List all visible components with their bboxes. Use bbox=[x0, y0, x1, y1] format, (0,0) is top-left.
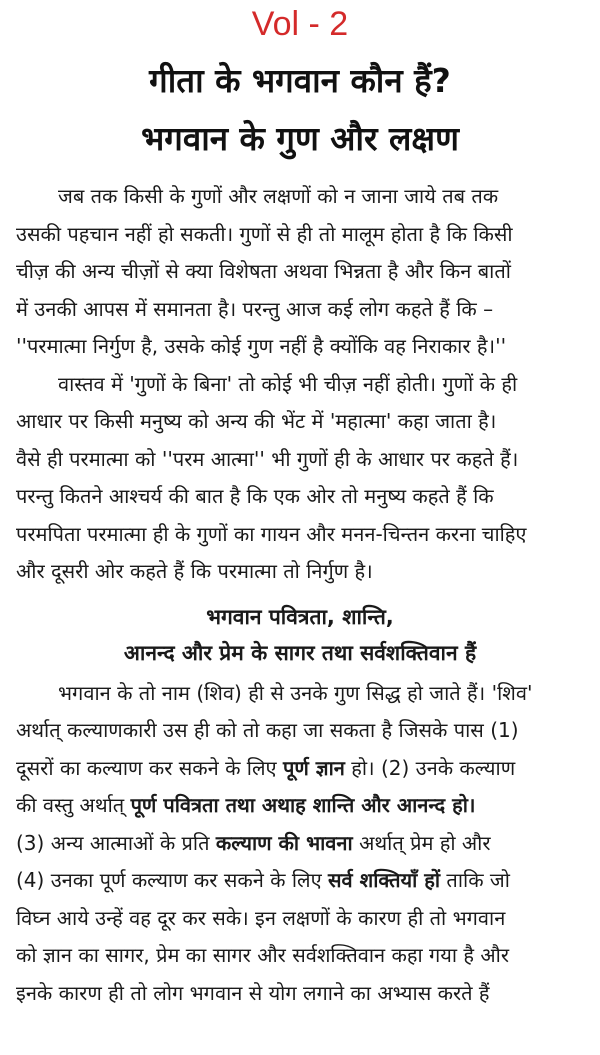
text-line: वैसे ही परमात्मा को ''परम आत्मा'' भी गुणों ही के आधार पर कहते हैं। bbox=[16, 446, 519, 471]
emphasis-text: कल्याण की भावना bbox=[215, 830, 353, 855]
text-line: इनके कारण ही तो लोग भगवान से योग लगाने का अभ्यास करते हैं bbox=[16, 980, 490, 1005]
text-line: और दूसरी ओर कहते हैं कि परमात्मा तो निर्गुण है। bbox=[16, 559, 373, 583]
text-line: को ज्ञान का सागर, प्रेम का सागर और सर्वशक्तिवान कहा गया है और bbox=[16, 943, 510, 967]
page bbox=[0, 4, 600, 1055]
text-line: वास्तव में 'गुणों के बिना' तो कोई भी चीज़ नहीं होती। गुणों के ही bbox=[58, 371, 518, 396]
text-line: परमपिता परमात्मा ही के गुणों का गायन और मनन-चिन्तन करना चाहिए bbox=[16, 521, 527, 546]
text-run: हो। (2) उनके कल्याण bbox=[344, 755, 516, 780]
text-line: उसकी पहचान नहीं हो सकती। गुणों से ही तो मालूम होता है कि किसी bbox=[16, 221, 513, 246]
text-line: चीज़ की अन्य चीज़ों से क्या विशेषता अथवा भिन्नता है और किन बातों bbox=[16, 259, 511, 283]
text-line: परन्तु कितने आश्चर्य की बात है कि एक ओर तो मनुष्य कहते हैं कि bbox=[16, 484, 494, 508]
text-run: (3) अन्य आत्माओं के प्रति bbox=[16, 830, 216, 855]
text-line: जब तक किसी के गुणों और लक्षणों को न जाना जाये तब तक bbox=[58, 184, 499, 208]
text-run: ताकि जो bbox=[440, 868, 510, 892]
text-line bbox=[16, 862, 584, 900]
text-line: में उनकी आपस में समानता है। परन्तु आज कई लोग कहते हैं कि – bbox=[16, 296, 494, 321]
page-subtitle: भगवान के गुण और लक्षण bbox=[141, 119, 459, 158]
text-line bbox=[16, 750, 584, 788]
paragraph-shiva bbox=[16, 675, 584, 1013]
text-line: भगवान के तो नाम (शिव) ही से उनके गुण सिद्ध हो जाते हैं। 'शिव' bbox=[58, 680, 533, 705]
text-line: विघ्न आये उन्हें वह दूर कर सके। इन लक्षणों के कारण ही तो भगवान bbox=[16, 905, 506, 930]
text-run: अर्थात् प्रेम हो और bbox=[352, 830, 491, 855]
text-run: दूसरों का कल्याण कर सकने के लिए bbox=[16, 755, 283, 780]
volume-label: Vol - 2 bbox=[251, 5, 349, 43]
page-title: गीता के भगवान कौन हैं? bbox=[149, 61, 451, 100]
paragraph-qualities bbox=[16, 366, 584, 591]
text-line bbox=[16, 787, 584, 825]
text-run: (4) उनका पूर्ण कल्याण कर सकने के लिए bbox=[16, 868, 329, 892]
emphasis-text: पूर्ण पवित्रता तथा अथाह शान्ति और आनन्द हो। bbox=[130, 793, 476, 817]
paragraph-intro bbox=[16, 178, 584, 366]
text-line bbox=[16, 825, 584, 863]
text-line: ''परमात्मा निर्गुण है, उसके कोई गुण नहीं है क्योंकि वह निराकार है।'' bbox=[16, 334, 507, 358]
emphasis-text: पूर्ण ज्ञान bbox=[282, 755, 345, 780]
emphasis-text: सर्व शक्तियाँ हों bbox=[328, 868, 441, 892]
section-heading-line1: भगवान पवित्रता, शान्ति, bbox=[206, 604, 394, 629]
text-line: आधार पर किसी मनुष्य को अन्य की भेंट में 'महात्मा' कहा जाता है। bbox=[16, 409, 497, 433]
section-heading bbox=[16, 599, 584, 671]
text-line: अर्थात् कल्याणकारी उस ही को तो कहा जा सकता है जिसके पास (1) bbox=[16, 718, 519, 742]
text-run: की वस्तु अर्थात् bbox=[16, 793, 131, 817]
section-heading-line2: आनन्द और प्रेम के सागर तथा सर्वशक्तिवान हैं bbox=[123, 640, 477, 665]
